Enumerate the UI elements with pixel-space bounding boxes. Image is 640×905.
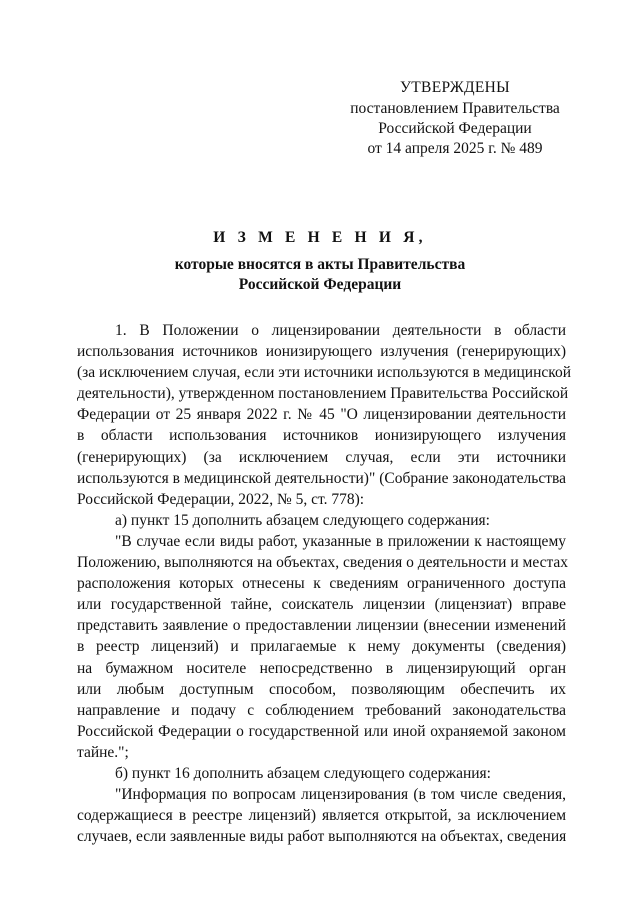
paragraph-line: 1. В Положении о лицензировании деятельности в области (115, 322, 566, 339)
paragraph-line: использования источников ионизирующего излучения (генерирующих) (77, 343, 566, 361)
heading-subtitle-2: Российской Федерации (238, 276, 402, 293)
quoted-paragraph-line: тайне."; (77, 743, 129, 761)
paragraph-line: (генерирующих) (за исключением случая, если эти источники (77, 448, 566, 466)
quoted-paragraph-line: расположения которых отнесены к сведениям ограниченного доступа (77, 575, 566, 593)
subitem-a-line: а) пункт 15 дополнить абзацем следующего содержания: (115, 511, 490, 529)
heading-subtitle-1: которые вносятся в акты Правительства (174, 256, 466, 273)
paragraph-line: в области использования источников ионизирующего излучения (77, 427, 566, 445)
quoted-paragraph-line: Российской Федерации о государственной или иной охраняемой законом (77, 722, 566, 740)
quoted-paragraph-line: представить заявление о предоставлении лицензии (внесении изменений (77, 617, 566, 635)
quoted-paragraph-line: случаев, если заявленные виды работ выполняются на объектах, сведения (77, 828, 567, 846)
paragraph-line: Федерации от 25 января 2022 г. № 45 "О лицензировании деятельности (77, 406, 566, 424)
subitem-b-line: б) пункт 16 дополнить абзацем следующего содержания: (115, 764, 491, 782)
paragraph-line: используются в медицинской деятельности)" (Собрание законодательства (77, 469, 566, 487)
heading-title: И З М Е Н Е Н И Я, (213, 229, 427, 246)
document-heading (60, 228, 580, 295)
paragraph-line: деятельности), утвержденном постановлением Правительства Российской (77, 385, 569, 403)
paragraph-line: Российской Федерации, 2022, № 5, ст. 778): (77, 490, 365, 508)
paragraph-line: (за исключением случая, если эти источники используются в медицинской (77, 364, 572, 382)
approval-title: УТВЕРЖДЕНЫ (400, 79, 510, 96)
quoted-paragraph-line: или государственной тайне, соискатель лицензии (лицензиат) вправе (77, 596, 566, 614)
quoted-paragraph-line: на бумажном носителе непосредственно в лицензирующий орган (77, 659, 566, 677)
quoted-paragraph-line: "В случае если виды работ, указанные в приложении к настоящему (115, 532, 566, 550)
quoted-paragraph-line: содержащиеся в реестре лицензий) является открытой, за исключением (77, 807, 566, 825)
approval-line-2: Российской Федерации (378, 120, 532, 137)
quoted-paragraph-line: Положению, выполняются на объектах, сведения о деятельности и местах (77, 554, 569, 572)
quoted-paragraph-line: или любым доступным способом, позволяющим обеспечить их (77, 680, 566, 698)
quoted-paragraph-line: "Информация по вопросам лицензирования (в том числе сведения, (115, 786, 566, 804)
document-body (77, 320, 572, 847)
approval-line-1: постановлением Правительства (350, 100, 560, 117)
quoted-paragraph-line: в реестр лицензий) и прилагаемые к нему документы (сведения) (77, 638, 566, 656)
approval-line-3: от 14 апреля 2025 г. № 489 (367, 140, 543, 157)
quoted-paragraph-line: направление и подачу с соблюдением требований законодательства (77, 701, 566, 719)
approval-stamp (330, 78, 580, 159)
